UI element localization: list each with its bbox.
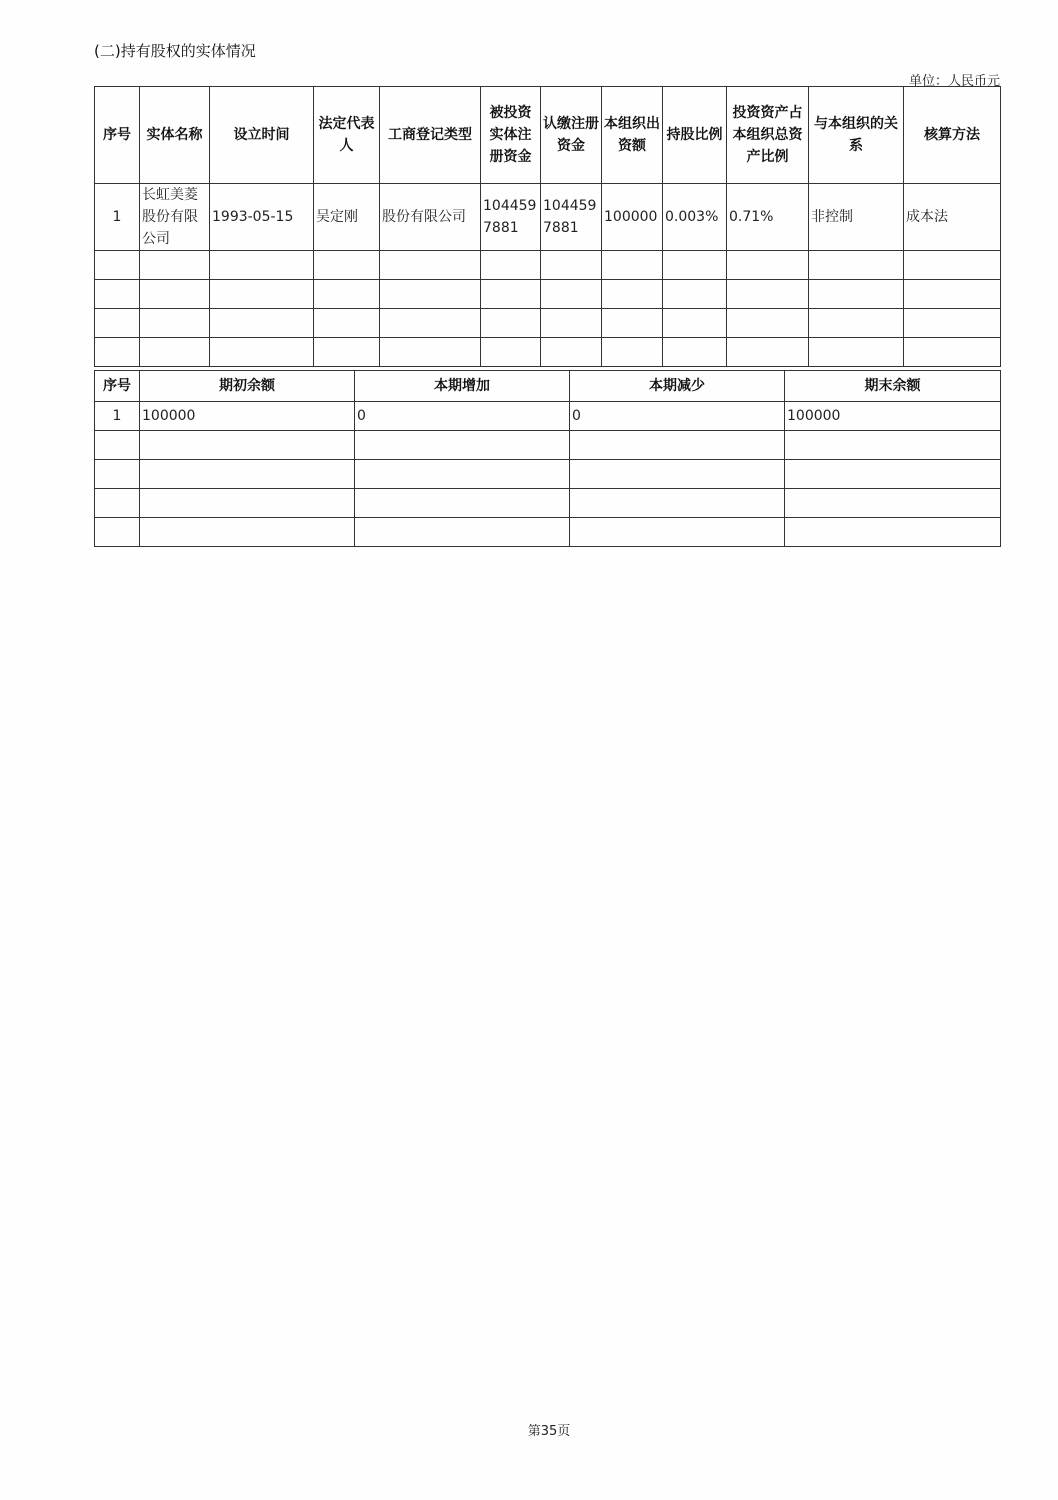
header-cell: 工商登记类型 [380,87,481,184]
header-cell: 投资资产占本组织总资产比例 [727,87,809,184]
table-row [95,184,1001,251]
section-title: (二)持有股权的实体情况 [94,42,256,60]
relationship: 非控制 [809,184,904,251]
header-cell: 本期增加 [355,371,570,402]
closing-balance: 100000 [785,402,1001,431]
balance-change-table [94,370,1001,547]
opening-balance: 100000 [140,402,355,431]
table-header-row [95,371,1001,402]
header-cell: 序号 [95,87,140,184]
header-cell: 与本组织的关系 [809,87,904,184]
header-cell: 设立时间 [210,87,314,184]
header-cell: 认缴注册资金 [541,87,602,184]
header-cell: 本组织出资额 [602,87,663,184]
table-row [95,518,1001,547]
header-cell: 实体名称 [140,87,210,184]
header-cell: 持股比例 [663,87,727,184]
table-row [95,309,1001,338]
header-cell: 期末余额 [785,371,1001,402]
currency-unit: 单位：人民币元 [908,74,1000,89]
table-row [95,460,1001,489]
accounting-method: 成本法 [904,184,1001,251]
table-row [95,280,1001,309]
header-cell: 法定代表人 [314,87,380,184]
established-date: 1993-05-15 [210,184,314,251]
period-decrease: 0 [570,402,785,431]
legal-representative: 吴定刚 [314,184,380,251]
equity-entity-table [94,86,1001,367]
asset-ratio: 0.71% [727,184,809,251]
shareholding-ratio: 0.003% [663,184,727,251]
row-index: 1 [95,402,140,431]
table-row [95,489,1001,518]
header-cell: 被投资实体注册资金 [481,87,541,184]
registration-type: 股份有限公司 [380,184,481,251]
table-row [95,402,1001,431]
table-row [95,431,1001,460]
table-header-row [95,87,1001,184]
page-number: 第35页 [527,1424,571,1439]
contribution-amount: 100000 [602,184,663,251]
period-increase: 0 [355,402,570,431]
entity-name: 长虹美菱股份有限公司 [140,184,210,251]
investee-registered-capital: 1044597881 [481,184,541,251]
row-index: 1 [95,184,140,251]
header-cell: 核算方法 [904,87,1001,184]
header-cell: 本期减少 [570,371,785,402]
table-row [95,251,1001,280]
subscribed-capital: 1044597881 [541,184,602,251]
header-cell: 序号 [95,371,140,402]
header-cell: 期初余额 [140,371,355,402]
table-row [95,338,1001,367]
